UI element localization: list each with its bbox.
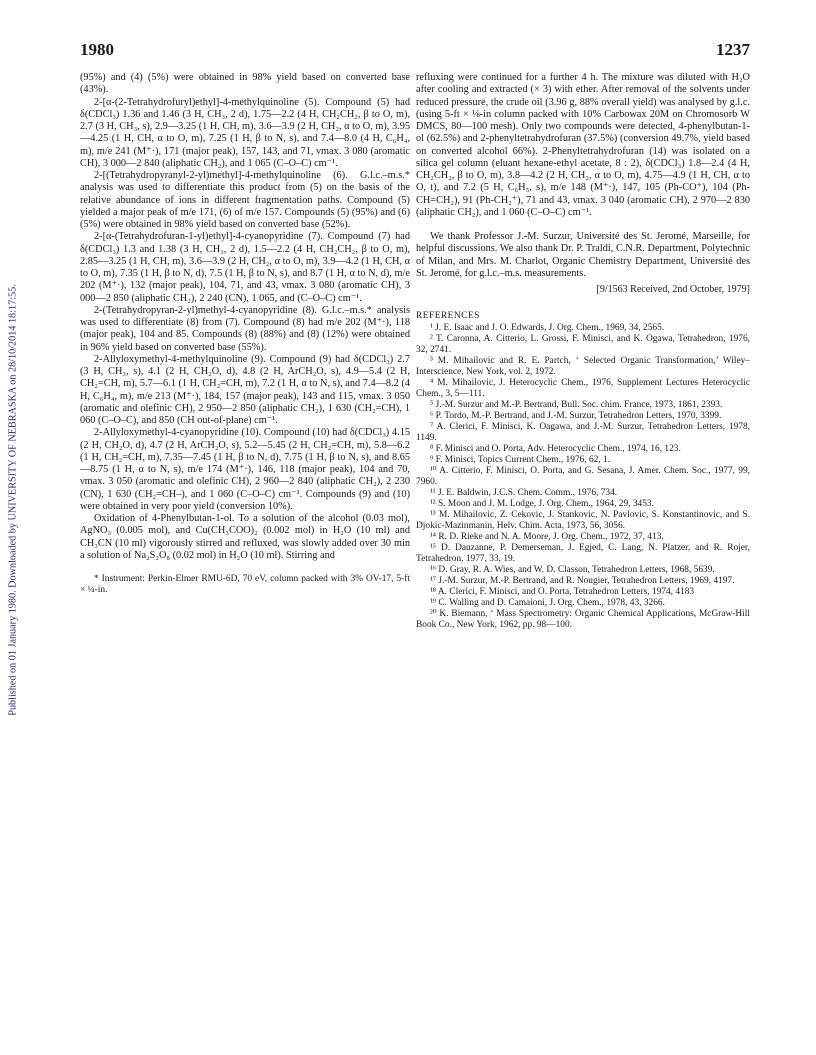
page-number: 1237 xyxy=(716,40,750,59)
reference-item: ⁶ P. Tordo, M.-P. Bertrand, and J.-M. Surzur, Tetrahedron Letters, 1970, 3399. xyxy=(430,410,722,421)
reference-item: ¹⁷ J.-M. Surzur, M.-P. Bertrand, and R. Nougier, Tetrahedron Letters, 1969, 4197. xyxy=(430,575,735,586)
compound-10-paragraph: 2-Allyloxymethyl-4-cyanopyridine (10). Compound (10) had δ(CDCl₃) 4.15 (2 H, CH₂O, d), 4.7 (2 H, ArCH₂O, s), 5.2—5.45 (2 H, CH₂=CH, m), 5.8—6.2 (1 H, CH₂=CH, m), 7.35—7.45 (1 H, β to N, d), 7.75 (1 H, β to N, s), and 8.65—8.75 (1 H, α to N, s), m/e 174 (M⁺·), 146, 118 (major peak), 104 and 70, νmax. 3 050 (aromatic and olefinic CH), 2 960—2 840 (aliphatic CH₂), 2 230 (CN), 1 630 (CH₂=CH–), and 1 060 (C–O–C) cm⁻¹. Compounds (9) and (10) were obtained in very poor yield (conversion 10%). xyxy=(80,427,410,512)
compound-8-paragraph: 2-(Tetrahydropyran-2-yl)methyl-4-cyanopyridine (8). G.l.c.–m.s.* analysis was used to differentiate (8) from (7). Compound (8) had m/e 202 (M⁺·), 118 (major peak), 104 and 85. Compounds (8) (88%) and (8) (12%) were obtained in 96% yield based on converted base (55%). xyxy=(80,304,410,353)
references-heading: REFERENCES xyxy=(416,311,480,322)
reference-item: ¹⁶ D. Gray, R. A. Wies, and W. D. Classon, Tetrahedron Letters, 1968, 5639. xyxy=(430,564,715,575)
instrument-footnote: * Instrument: Perkin-Elmer RMU-6D, 70 eV, column packed with 3% OV-17, 5-ft × ¼-in. xyxy=(80,574,410,595)
compound-7-paragraph: 2-[α-(Tetrahydrofuran-1-yl)ethyl]-4-cyanopyridine (7). Compound (7) had δ(CDCl₃) 1.3 and 1.38 (3 H, CH₃, 2 d), 1.5—2.2 (4 H, CH₂CH₂, β to O, m), 2.85—3.25 (1 H, CH, m), 3.6—3.9 (2 H, CH₂, α to O, m), 3.9—4.2 (1 H, CH, α to O, m), 7.35 (1 H, β to N, d), 7.5 (1 H, β to N, s), and 8.7 (1 H, α to N, d), m/e 202 (M⁺·), 132 (major peak), 104, 71, and 43, νmax. 3 080 (aromatic CH), 3 000—2 850 (aliphatic CH₂), 2 240 (CN), 1 065, and (C–O–C) cm⁻¹. xyxy=(80,231,410,304)
journal-year: 1980 xyxy=(80,40,114,59)
reference-item: ⁴ M. Mihailovic, J. Heterocyclic Chem., 1976, Supplement Lectures Heterocyclic Chem., 3, 5—111. xyxy=(416,377,750,399)
reference-item: ¹⁴ R. D. Rieke and N. A. Moore, J. Org. Chem., 1972, 37, 413. xyxy=(430,531,664,542)
reference-item: ⁸ F. Minisci and O. Porta, Adv. Heterocyclic Chem., 1974, 16, 123. xyxy=(430,443,681,454)
reference-item: ¹⁰ A. Citterio, F. Minisci, O. Porta, and G. Sesana, J. Amer. Chem. Soc., 1977, 99, 7960. xyxy=(416,465,750,487)
paragraph: (95%) and (4) (5%) were obtained in 98% yield based on converted base (43%). xyxy=(80,72,410,96)
paragraph: refluxing were continued for a further 4 h. The mixture was diluted with H₂O after cooling and extracted (× 3) with ether. After removal of the solvents under reduced pressure, the crude oil (3.96 g, 88% overall yield) was analysed by g.l.c. (using 5-ft × ⅛-in column packed with 10% Carbowax 20M on Chromosorb W DMCS, 80—100 mesh). Only two compounds were detected, 4-phenylbutan-1-ol (62.5%) and 2-phenyltetrahydrofuran (37.5%) (conversion 49.7%, yield based on converted alcohol 66%). 2-Phenyltetrahydrofuran (14) was isolated on a silica gel column (eluant hexane-ethyl acetate, 8 : 2), δ(CDCl₃) 1.8—2.4 (4 H, CH₂CH₂, β to O, m), 3.8—4.2 (2 H, CH₂, α to O, m), 4.75—4.9 (1 H, CH, α to O, t), and 7.2 (5 H, C₆H₅, s), m/e 148 (M⁺·), 147, 105 (Ph-CO⁺), 104 (Ph-CH=CH₂), 91 (Ph-CH₂⁺), 71 and 43, νmax. 3 040 (aromatic CH), 2 970—2 830 (aliphatic CH₂), and 1 060 (C–O–C) cm⁻¹. xyxy=(416,72,750,218)
reference-item: ⁵ J.-M. Surzur and M.-P. Bertrand, Bull. Soc. chim. France, 1973, 1861, 2393. xyxy=(430,399,723,410)
oxidation-paragraph: Oxidation of 4-Phenylbutan-1-ol. To a solution of the alcohol (0.03 mol), AgNO₃ (0.005 mol), and Cu(CH₃COO)₂ (0.002 mol) in H₂O (10 ml) and CH₃CN (10 ml) vigorously stirred and refluxed, was slowly added over 30 min a solution of Na₂S₂O₈ (0.02 mol) in H₂O (10 ml). Stirring and xyxy=(80,513,410,561)
download-watermark-text: Published on 01 January 1980. Downloaded by UNIVERSITY OF NEBRASKA on 28/10/2014 18:17:55. xyxy=(7,284,19,716)
reference-item: ¹¹ J. E. Baldwin, J.C.S. Chem. Comm., 1976, 734. xyxy=(430,487,618,498)
compound-5-paragraph: 2-[α-(2-Tetrahydrofuryl)ethyl]-4-methylquinoline (5). Compound (5) had δ(CDCl₃) 1.36 and 1.46 (3 H, CH₃, 2 d), 1.75—2.2 (4 H, CH₂CH₂, β to O, m), 2.7 (3 H, CH₃, s), 2.9—3.25 (1 H, CH, m), 3.6—3.9 (2 H, CH₂, α to O, m), 3.95—4.25 (1 H, CH, α to O, m), 7.25 (1 H, β to N, s), and 7.4—8.0 (4 H, C₆H₄, m), m/e 241 (M⁺·), 171 (major peak), 157, 143, and 71, νmax. 3 080 (aromatic CH), 3 000—2 840 (aliphatic CH₂), and 1 065 (C–O–C) cm⁻¹. xyxy=(80,96,410,169)
reference-item: ¹⁹ C. Walling and D. Camaioni, J. Org. Chem., 1978, 43, 3266. xyxy=(430,597,665,608)
reference-item: ² T. Caronna, A. Citterio, L. Grossi, F. Minisci, and K. Ogawa, Tetrahedron, 1976, 32, 2741. xyxy=(416,333,750,355)
reference-item: ¹³ M. Mihailovic, Z. Cekovic, J. Stankovic, N. Pavlovic, S. Konstantinovic, and S. Djokic-Mazinmanin, Helv. Chim. Acta, 1973, 56, 3056. xyxy=(416,509,750,531)
compound-6-paragraph: 2-[(Tetrahydropyranyl-2-yl)methyl]-4-methylquinoline (6). G.l.c.–m.s.* analysis was used to differentiate this product from (5) on the basis of the relative abundance of ions in different fragmentation paths. Compound (5) yielded a major peak of m/e 171, (6) of m/e 157. Compounds (5) (95%) and (6) (5%) were obtained in 98% yield based on converted base (52%). xyxy=(80,170,410,230)
reference-item: ³ M. Mihailovic and R. E. Partch, ‘ Selected Organic Transformation,’ Wiley–Interscience, New York, vol. 2, 1972. xyxy=(416,355,750,377)
right-column xyxy=(416,72,750,631)
received-date: [9/1563 Received, 2nd October, 1979] xyxy=(596,284,750,295)
download-watermark xyxy=(0,0,26,1055)
reference-item: ¹² S. Moon and J. M. Lodge, J. Org. Chem., 1964, 29, 3453. xyxy=(430,498,654,509)
reference-item: ⁷ A. Clerici, F. Minisci, K. Oagawa, and J.-M. Surzur, Tetrahedron Letters, 1978, 1149. xyxy=(416,421,750,443)
reference-item: ²⁰ K. Biemann, ‘ Mass Spectrometry: Organic Chemical Applications, McGraw-Hill Book Co., New York, 1962, pp. 98—100. xyxy=(416,608,750,630)
acknowledgement: We thank Professor J.-M. Surzur, Université des St. Jeromé, Marseille, for helpful discussions. We also thank Dr. P. Traldi, C.N.R. Department, Polytechnic of Milan, and Mrs. M. Charlot, Organic Chemistry Department, Université des St. Jeromé, for g.l.c.–m.s. measurements. xyxy=(416,231,750,279)
reference-item: ¹⁵ D. Dauzanne, P. Demerseman, J. Egjed, C. Lang, N. Platzer, and R. Rojer, Tetrahedron, 1977, 33, 19. xyxy=(416,542,750,564)
compound-9-paragraph: 2-Allyloxymethyl-4-methylquinoline (9). Compound (9) had δ(CDCl₃) 2.7 (3 H, CH₃, s), 4.1 (2 H, CH₂O, d), 4.8 (2 H, ArCH₂O, s), 4.9—5.4 (2 H, CH₂=CH, m), 5.7—6.1 (1 H, CH₂=CH, m), 7.2 (1 H, α to N, s), and 7.4—8.2 (4 H, C₆H₄, m), m/e 213 (M⁺·), 184, 157 (major peak), 143 and 115, νmax. 3 050 (aromatic and olefinic CH), 2 950—2 850 (aliphatic CH₂), 1 630 (CH₂=CH), 1 060 (C–O–C), and 850 (CH out-of-plane) cm⁻¹. xyxy=(80,353,410,426)
reference-item: ¹⁸ A. Clerici, F. Minisci, and O. Porta, Tetrahedron Letters, 1974, 4183 xyxy=(430,586,695,597)
reference-item: ⁹ F. Minisci, Topics Current Chem., 1976, 62, 1. xyxy=(430,454,611,465)
reference-item: ¹ J. E. Isaac and J. O. Edwards, J. Org. Chem., 1969, 34, 2565. xyxy=(430,322,665,333)
left-column xyxy=(80,72,410,596)
